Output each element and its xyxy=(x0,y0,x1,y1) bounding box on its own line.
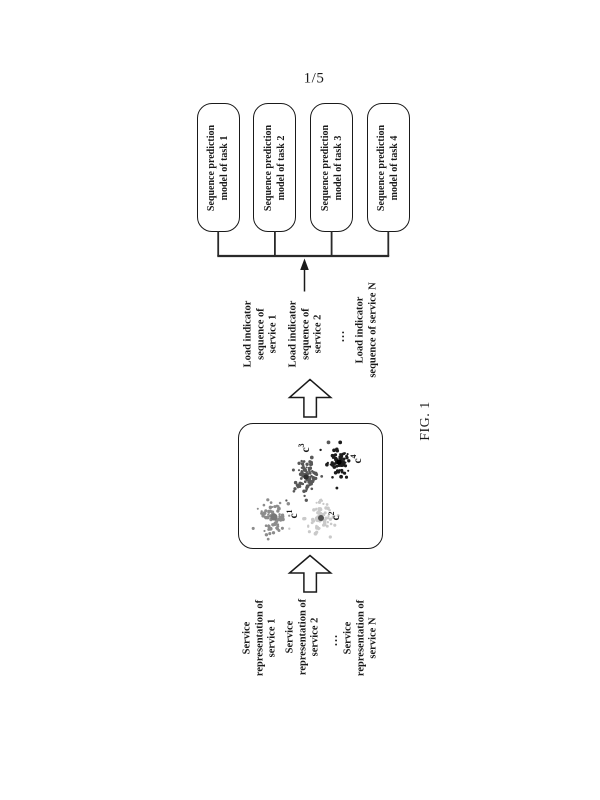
scatter-dot-c3 xyxy=(327,441,331,445)
model-box-line: model of task 1 xyxy=(219,135,231,200)
scatter-dot-c1 xyxy=(281,527,284,530)
scatter-dot-c1 xyxy=(268,532,271,535)
scatter-dot-c2 xyxy=(316,502,318,504)
scatter-dot-c1 xyxy=(272,531,275,534)
scatter-dot-c2 xyxy=(302,517,305,520)
scatter-dot-c3 xyxy=(298,469,300,471)
scatter-dot-c2 xyxy=(326,503,329,506)
label-line: Load indicator xyxy=(287,300,299,368)
scatter-dot-c1 xyxy=(252,527,255,530)
scatter-dot-c4 xyxy=(343,458,346,461)
service-representation-label-2 xyxy=(284,599,322,675)
load-indicator-ellipsis: … xyxy=(332,329,347,343)
scatter-dot-c3 xyxy=(300,474,302,476)
scatter-dot-c4 xyxy=(335,487,338,490)
scatter-dot-c3 xyxy=(309,477,311,479)
scatter-dot-c3 xyxy=(302,483,304,485)
scatter-plot xyxy=(239,424,381,547)
scatter-dot-c2 xyxy=(315,525,318,528)
model-box-line: Sequence prediction xyxy=(376,124,388,211)
scatter-dot-c2 xyxy=(323,523,327,527)
scatter-dot-c3 xyxy=(312,476,316,480)
label-line: Service xyxy=(342,621,354,655)
load-indicator-label-service-1 xyxy=(242,301,280,368)
label-line: service N xyxy=(367,617,379,659)
label-line: sequence of xyxy=(299,308,311,360)
scatter-dot-c3 xyxy=(294,481,297,484)
scatter-dot-c1 xyxy=(267,517,269,519)
label-line: Service xyxy=(283,620,295,654)
scatter-dot-c2 xyxy=(317,528,319,530)
scatter-dot-c1 xyxy=(267,538,270,541)
label-line: Load indicator xyxy=(241,300,253,368)
scatter-dot-c4 xyxy=(319,449,321,451)
model-box-task-4 xyxy=(367,103,410,232)
scatter-dot-c1 xyxy=(267,510,270,513)
scatter-dot-c4 xyxy=(343,472,346,475)
scatter-dot-c3 xyxy=(297,462,300,465)
scatter-dot-c1 xyxy=(265,533,268,536)
bracket-lines xyxy=(217,231,389,256)
scatter-dot-c4 xyxy=(325,463,329,467)
model-box-line: Sequence prediction xyxy=(206,124,218,211)
scatter-dot-c3 xyxy=(314,472,318,476)
label-line: Service xyxy=(241,621,253,655)
model-box-line: model of task 4 xyxy=(389,135,401,200)
scatter-dot-c3 xyxy=(306,484,310,488)
scatter-dot-c1 xyxy=(265,524,268,527)
label-line: representation of xyxy=(354,599,366,677)
label-line: representation of xyxy=(296,598,308,676)
page-number: 1/5 xyxy=(303,70,325,87)
scatter-dot-c1 xyxy=(266,498,269,501)
flow-arrow-icon xyxy=(300,259,309,292)
scatter-dot-c4 xyxy=(333,462,336,465)
model-box-line: model of task 2 xyxy=(275,135,287,200)
cluster-label-c2: $c^2$ xyxy=(327,511,342,521)
scatter-dot-c1 xyxy=(267,528,270,531)
label-line: representation of xyxy=(253,599,265,677)
scatter-dot-c4 xyxy=(345,476,348,479)
label-line: service 2 xyxy=(312,314,324,354)
figure-label: FIG. 1 xyxy=(417,400,433,441)
centroid-dot-c1 xyxy=(270,513,277,520)
scatter-dot-c2 xyxy=(326,507,330,511)
scatter-dot-c1 xyxy=(279,519,282,522)
cluster-label-c1: $c^1$ xyxy=(285,509,300,519)
scatter-dot-c4 xyxy=(337,470,341,474)
model-box-line: model of task 3 xyxy=(332,135,344,200)
scatter-dot-c1 xyxy=(274,505,277,508)
load-indicator-label-service-2 xyxy=(287,301,325,368)
scatter-dot-c4 xyxy=(339,475,343,479)
scatter-dot-c2 xyxy=(329,535,332,538)
scatter-dot-c4 xyxy=(332,457,334,459)
centroid-dot-c3 xyxy=(303,474,308,479)
scatter-dot-c2 xyxy=(312,508,316,512)
scatter-dot-c2 xyxy=(319,507,323,511)
label-line: sequence of xyxy=(254,308,266,360)
scatter-dot-c3 xyxy=(305,463,308,466)
scatter-dot-c2 xyxy=(320,499,322,501)
label-line: service 1 xyxy=(266,314,278,354)
scatter-dot-c3 xyxy=(308,470,311,473)
service-representation-ellipsis: … xyxy=(325,633,340,647)
scatter-dot-c2 xyxy=(311,518,315,522)
model-box-task-3 xyxy=(310,103,353,232)
centroid-dot-c4 xyxy=(336,459,341,464)
scatter-dot-c3 xyxy=(298,482,301,485)
label-line: Load indicator xyxy=(354,296,365,364)
scatter-dot-c4 xyxy=(344,452,346,454)
block-arrow-up-top-icon xyxy=(290,380,331,418)
label-line: sequence of service N xyxy=(366,282,378,378)
scatter-dot-c3 xyxy=(309,466,311,468)
scatter-dot-c1 xyxy=(271,511,273,513)
scatter-dot-c2 xyxy=(322,503,324,505)
model-box-label xyxy=(205,124,231,210)
scatter-dot-c2 xyxy=(314,532,318,536)
scatter-dot-c2 xyxy=(327,521,329,523)
service-representation-label-1 xyxy=(241,600,279,676)
scatter-dot-c3 xyxy=(304,480,307,483)
scatter-dot-c2 xyxy=(307,525,309,527)
block-arrow-up-bottom-icon xyxy=(290,556,331,593)
scatter-dot-c1 xyxy=(270,501,273,504)
scatter-dot-c3 xyxy=(300,460,303,463)
scatter-dot-c3 xyxy=(311,470,314,473)
scatter-dot-c3 xyxy=(298,485,301,488)
centroid-dot-c2 xyxy=(318,515,324,521)
label-line: service 1 xyxy=(266,618,278,658)
scatter-dot-c2 xyxy=(330,523,333,526)
scatter-dot-c1 xyxy=(273,523,276,526)
scatter-dot-c1 xyxy=(271,506,273,508)
scatter-dot-c3 xyxy=(300,477,303,480)
scatter-dot-c3 xyxy=(300,471,303,474)
scatter-dot-c3 xyxy=(293,487,296,490)
scatter-dot-c1 xyxy=(261,514,264,517)
scatter-dot-c2 xyxy=(333,524,336,527)
scatter-dot-c2 xyxy=(288,528,290,530)
scatter-dot-c3 xyxy=(310,456,314,460)
scatter-dot-c2 xyxy=(315,517,318,520)
scatter-dot-c3 xyxy=(303,495,305,497)
model-box-line: Sequence prediction xyxy=(319,124,331,211)
label-line: service 2 xyxy=(308,617,320,657)
model-box-line: Sequence prediction xyxy=(262,124,274,211)
scatter-dot-c3 xyxy=(285,499,287,501)
scatter-dot-c2 xyxy=(318,501,321,504)
service-representation-label-n xyxy=(342,600,380,676)
scatter-dot-c3 xyxy=(305,499,308,502)
model-box-label xyxy=(319,124,345,210)
scatter-dot-c4 xyxy=(338,441,342,445)
scatter-dot-c1 xyxy=(260,510,262,512)
scatter-dot-c4 xyxy=(343,460,345,462)
scatter-dot-c1 xyxy=(276,525,279,528)
scatter-dot-c3 xyxy=(302,490,305,493)
cluster-label-c4: $c^4$ xyxy=(349,454,364,464)
clustering-scatter-box xyxy=(238,423,383,549)
scatter-dot-c4 xyxy=(331,476,334,479)
scatter-dot-c3 xyxy=(302,466,305,469)
cluster-label-c3: $c^3$ xyxy=(297,443,312,453)
model-box-task-2 xyxy=(253,103,296,232)
scatter-dot-c4 xyxy=(335,465,338,468)
scatter-dot-c2 xyxy=(311,521,314,524)
scatter-dot-c3 xyxy=(292,468,295,471)
model-box-label xyxy=(262,124,288,210)
load-indicator-label-service-n xyxy=(354,282,379,377)
model-box-task-1 xyxy=(197,103,240,232)
scatter-dot-c1 xyxy=(277,507,281,511)
scatter-dot-c1 xyxy=(278,515,281,518)
scatter-dot-c3 xyxy=(306,466,308,468)
scatter-dot-c1 xyxy=(278,529,281,532)
scatter-dot-c4 xyxy=(335,448,338,451)
scatter-dot-c1 xyxy=(287,502,290,505)
scatter-dot-c4 xyxy=(334,459,336,461)
scatter-dot-c1 xyxy=(279,502,282,505)
scatter-dot-c3 xyxy=(309,461,313,465)
scatter-dot-c2 xyxy=(308,530,311,533)
scatter-dot-c1 xyxy=(267,514,269,516)
scatter-dot-c3 xyxy=(310,487,313,490)
scatter-dot-c1 xyxy=(257,508,259,510)
scatter-dot-c1 xyxy=(263,504,266,507)
model-box-label xyxy=(375,124,401,210)
scatter-dot-c3 xyxy=(320,475,323,478)
scatter-dot-c1 xyxy=(263,530,265,532)
scatter-dot-c3 xyxy=(304,468,308,472)
scatter-dot-c4 xyxy=(347,470,349,472)
scatter-dot-c2 xyxy=(318,512,321,515)
scatter-dot-c4 xyxy=(338,455,341,458)
